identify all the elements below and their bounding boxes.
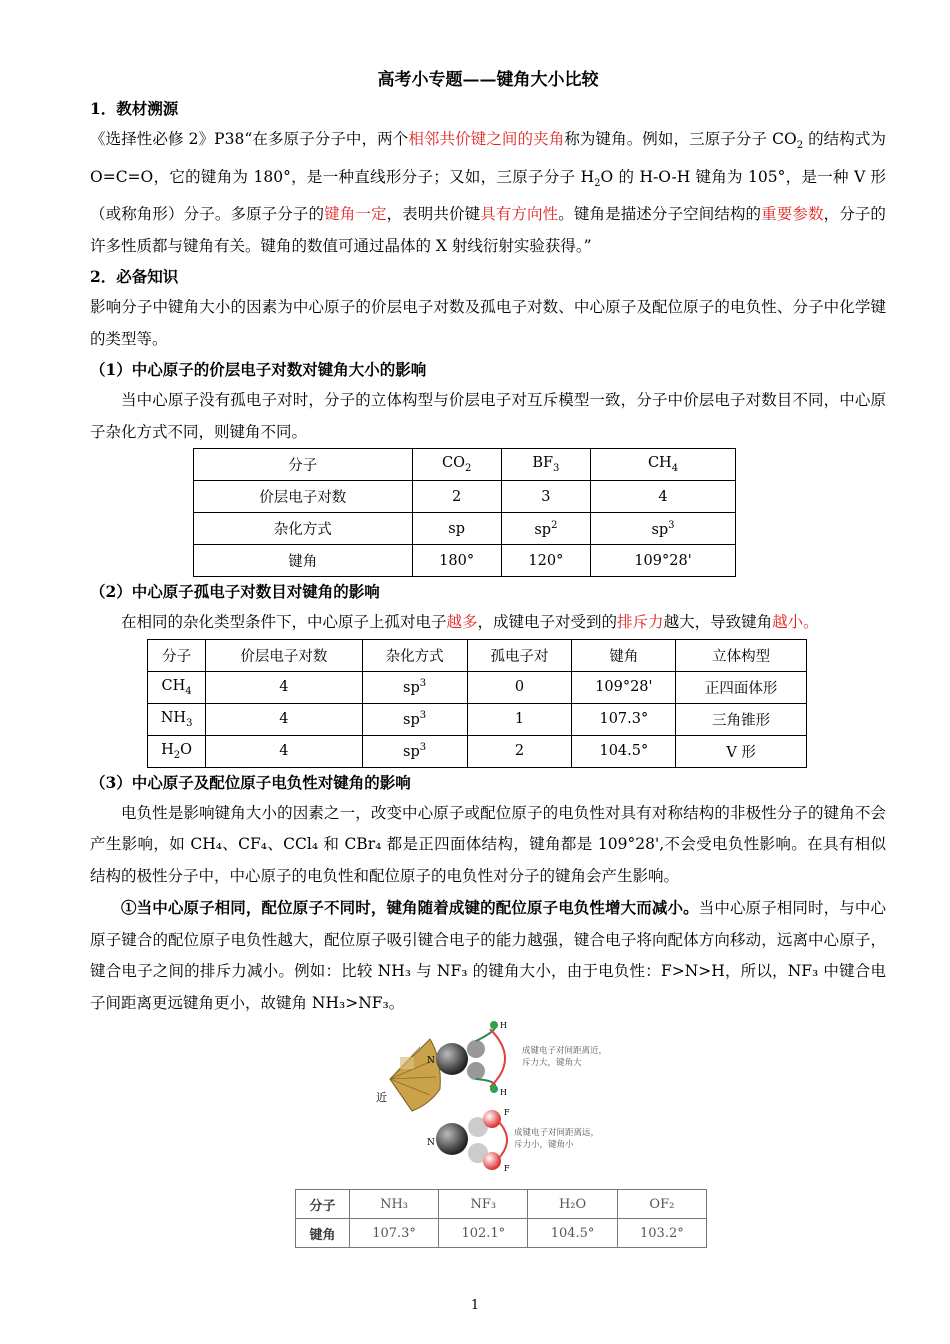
highlight-text: 键角一定 — [324, 205, 387, 224]
fan-icon — [390, 1039, 440, 1111]
table-row: $NH_3$ 4 $sp^3$ 1 107.3° 三角锥形 — [148, 703, 807, 735]
bond-angle-comparison-table — [295, 1189, 707, 1248]
fluorine-atom — [483, 1110, 501, 1128]
table-row: $CH_4$ 4 $sp^3$ 0 109°28' 正四面体形 — [148, 671, 807, 703]
table-row: 分子 $CO_2$ $BF_3$ $CH_4$ — [194, 449, 736, 481]
section-1-heading: 1．教材溯源 — [90, 99, 179, 118]
svg-text:H: H — [500, 1088, 507, 1098]
subsection-1-heading: （1）中心原子的价层电子对数对键角大小的影响 — [90, 360, 427, 380]
svg-text:斥力小，键角小: 斥力小，键角小 — [514, 1140, 574, 1151]
orbital-lobe — [467, 1040, 485, 1058]
nitrogen-atom — [436, 1123, 468, 1155]
svg-text:斥力大，键角大: 斥力大，键角大 — [522, 1058, 582, 1069]
section-1-paragraph: 《选择性必修 2》P38“在多原子分子中，两个相邻共价键之间的夹角称为键角。例如，三原子分子 $CO_2$ 的结构式为 O=C=O，它的键角为 180°，是一种直线形分子；又如，三原子分子 $H_2O$ 的 H-O-H 键角为 105°，是一种 V 形（或称角形）分子。多原子分子的键角一定，表明共价键具有方向性。键角是描述分子空间结构的重要参数，分子的许多性质都与键角有关。键角的数值可通过晶体的 X 射线衍射实验获得。” — [90, 130, 886, 255]
subsection-2-text: 在相同的杂化类型条件下，中心原子上孤对电子越多，成键电子对受到的排斥力越大，导致键角越小。 — [121, 613, 819, 632]
electron-repulsion-diagram — [90, 1019, 886, 1189]
table-row: 杂化方式 sp $sp^2$ $sp^3$ — [194, 513, 736, 545]
subsection-3-heading: （3）中心原子及配位原子电负性对键角的影响 — [90, 772, 411, 792]
table-row: 分子 NH₃ NF₃ H₂O OF₂ — [296, 1190, 707, 1219]
hydrogen-atom — [490, 1085, 498, 1093]
section-2-heading: 2．必备知识 — [90, 267, 179, 287]
table-row: $H_2O$ 4 $sp^3$ 2 104.5° V 形 — [148, 735, 807, 767]
subsection-3-rule: ①当中心原子相同，配位原子不同时，键角随着成键的配位原子电负性增大而减小。当中心原子相同时，与中心原子键合的配位原子电负性越大，配位原子吸引键合电子的能力越强，键合电子将向配体方向移动，远离中心原子，键合电子之间的排斥力减小。例如：比较 NH₃ 与 NF₃ 的键角大小，由于电负性：F>N>H，所以，NF₃ 中键合电子间距离更远键角更小，故键角 NH₃>NF₃。 — [90, 898, 886, 1012]
bond-angle-figure — [90, 1019, 886, 1189]
subsection-3-text: 电负性是影响键角大小的因素之一，改变中心原子或配位原子的电负性对具有对称结构的非极性分子的键角不会产生影响，如 CH₄、CF₄、CCl₄ 和 CBr₄ 都是正四面体结构，键角都是 109°28',不会受电负性影响。在具有相似结构的极性分子中，中心原子的电负性和配位原子的电负性对分子的键角会产生影响。 — [90, 803, 886, 885]
highlight-text: 具有方向性 — [480, 205, 559, 224]
fan-label: 近 — [376, 1091, 387, 1105]
nitrogen-atom — [436, 1043, 468, 1075]
svg-text:H: H — [500, 1021, 507, 1031]
section-2-intro: 影响分子中键角大小的因素为中心原子的价层电子对数及孤电子对数、中心原子及配位原子的电负性、分子中化学键的类型等。 — [90, 298, 886, 348]
page-number: 1 — [470, 1298, 480, 1313]
highlight-text: 相邻共价键之间的夹角 — [408, 130, 565, 148]
highlight-text: 重要参数 — [761, 205, 824, 224]
page-title: 高考小专题——键角大小比较 — [377, 70, 599, 90]
subsection-1-text: 当中心原子没有孤电子对时，分子的立体构型与价层电子对互斥模型一致，分子中价层电子对数目不同，中心原子杂化方式不同，则键角不同。 — [90, 391, 886, 441]
fluorine-atom — [483, 1152, 501, 1170]
valence-pairs-table — [193, 448, 736, 577]
lone-pairs-table — [147, 639, 807, 768]
table-row: 键角 107.3° 102.1° 104.5° 103.2° — [296, 1219, 707, 1248]
svg-text:N: N — [427, 1056, 435, 1067]
svg-text:成键电子对间距离近，: 成键电子对间距离近， — [522, 1046, 608, 1057]
subsection-2-heading: （2）中心原子孤电子对数目对键角的影响 — [90, 582, 380, 602]
svg-text:F: F — [504, 1164, 510, 1174]
svg-text:成键电子对间距离远，: 成键电子对间距离远， — [514, 1128, 600, 1139]
page — [90, 66, 886, 1248]
table-row: 键角 180° 120° 109°28' — [194, 545, 736, 577]
svg-text:F: F — [504, 1108, 510, 1118]
table-header-row: 分子 价层电子对数 杂化方式 孤电子对 键角 立体构型 — [148, 639, 807, 671]
orbital-lobe — [467, 1062, 485, 1080]
svg-text:N: N — [427, 1138, 435, 1149]
table-row: 价层电子对数 2 3 4 — [194, 481, 736, 513]
hydrogen-atom — [490, 1021, 498, 1029]
